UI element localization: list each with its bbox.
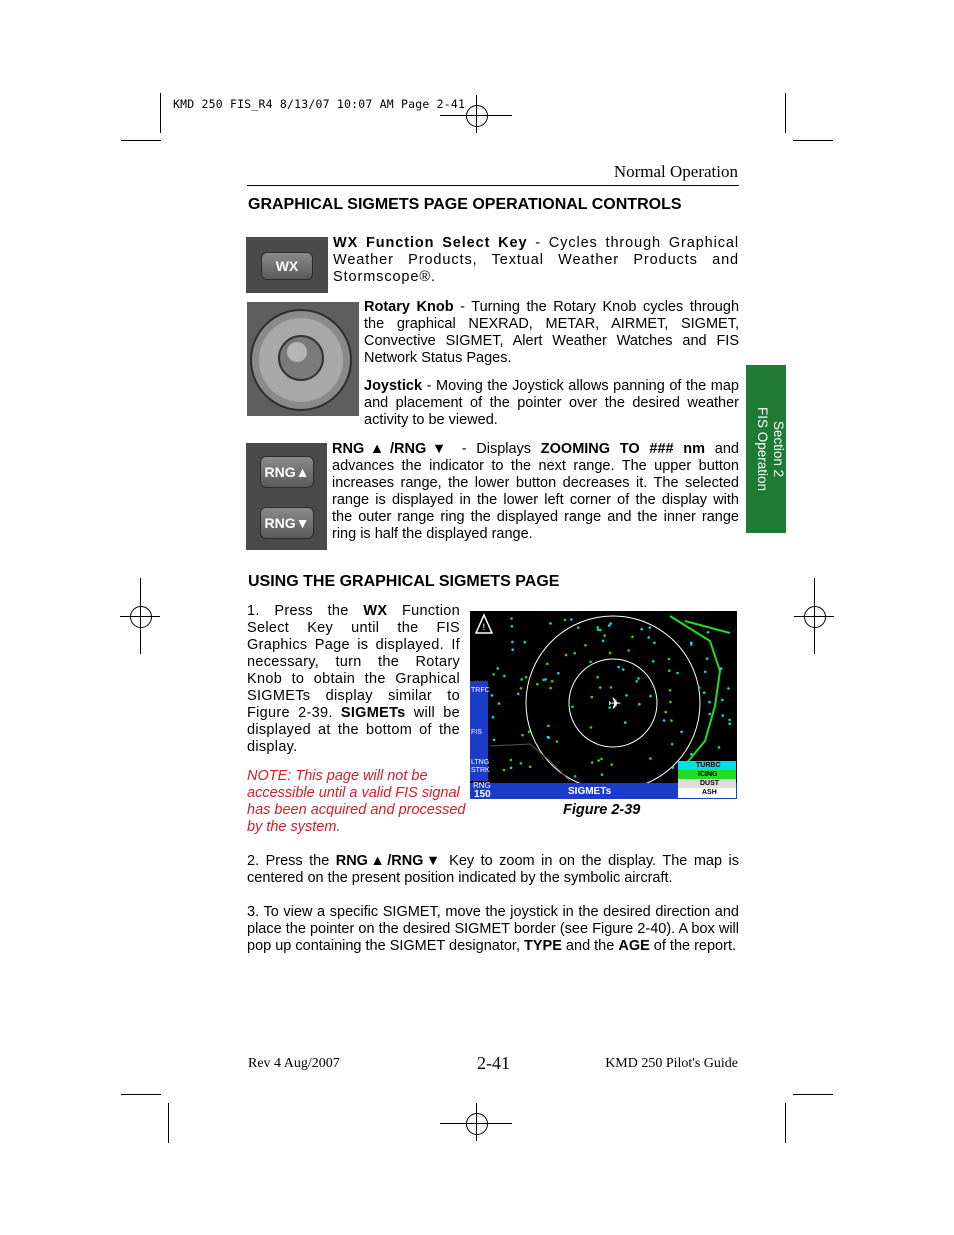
section-title: GRAPHICAL SIGMETS PAGE OPERATIONAL CONTROLS (248, 196, 682, 213)
station-dot (599, 686, 602, 689)
station-dot (510, 617, 513, 620)
station-dot (663, 719, 666, 722)
footer-revision: Rev 4 Aug/2007 (248, 1056, 340, 1071)
station-dot (544, 678, 547, 681)
station-dot (649, 626, 652, 629)
crop-mark (793, 1094, 833, 1095)
station-dot (520, 678, 523, 681)
ltng-strk-label: LTNG STRK (471, 759, 490, 774)
station-dot (493, 739, 496, 742)
wx-key: WX (261, 252, 313, 280)
station-dot (597, 759, 600, 762)
station-dot (653, 642, 656, 645)
station-dot (591, 761, 594, 764)
station-dot (601, 773, 604, 776)
station-dot (647, 636, 650, 639)
station-dot (589, 661, 592, 664)
station-dot (728, 719, 731, 722)
legend-icing: ICING (698, 771, 718, 778)
section-header: Normal Operation (613, 162, 738, 181)
station-dot (521, 734, 524, 737)
station-dot (584, 644, 587, 647)
station-dot (668, 669, 671, 672)
station-dot (511, 625, 514, 628)
rng-up-key: RNG▲ (260, 456, 314, 488)
station-dot (670, 719, 673, 722)
station-dot (596, 676, 599, 679)
station-dot (549, 622, 552, 625)
sigmets-display (470, 611, 737, 799)
registration-mark (804, 606, 826, 628)
station-dot (610, 763, 613, 766)
registration-line (814, 578, 815, 654)
step-2: 2. Press the RNG▲/RNG▼ Key to zoom in on the display. The map is centered on the present position indicated by the symbolic aircraft. (247, 853, 739, 886)
station-dot (525, 676, 528, 679)
page-label: SIGMETs (568, 786, 612, 797)
registration-mark (466, 105, 488, 127)
station-dot (528, 730, 531, 733)
station-dot (676, 672, 679, 675)
crop-mark (785, 1103, 786, 1143)
station-dot (671, 743, 674, 746)
station-dot (664, 711, 667, 714)
station-dot (672, 766, 675, 769)
rng-term2: ZOOMING TO ### nm (540, 441, 706, 457)
station-dot (498, 702, 501, 705)
rng-description (332, 441, 739, 543)
station-dot (690, 643, 693, 646)
joystick-term: Joystick (364, 378, 423, 394)
station-dot (577, 626, 580, 629)
legend-dust: DUST (700, 780, 720, 787)
footer-title: KMD 250 Pilot's Guide (605, 1056, 738, 1071)
station-dot (520, 762, 523, 765)
station-dot (728, 722, 731, 725)
wx-text: - Cycles through Graphical Weather Products, Textual Weather Products and Stormscope®. (333, 235, 739, 285)
station-dot (524, 641, 527, 644)
rng-keys-image (246, 443, 327, 550)
wx-description (333, 235, 739, 286)
rng-term: RNG▲/RNG▼ (332, 441, 452, 457)
warning-icon-mark: ! (482, 623, 486, 633)
station-dot (511, 641, 514, 644)
station-dot (510, 759, 513, 762)
legend-turbc: TURBC (696, 762, 721, 769)
station-dot (536, 683, 539, 686)
figure-caption: Figure 2-39 (563, 802, 641, 818)
station-dot (609, 652, 612, 655)
rotary-description (364, 299, 739, 367)
station-dot (649, 757, 652, 760)
station-dot (718, 746, 721, 749)
station-dot (546, 663, 549, 666)
crop-mark (785, 93, 786, 133)
registration-mark (130, 606, 152, 628)
station-dot (631, 636, 634, 639)
crop-mark (793, 140, 833, 141)
aircraft-icon: ✈ (608, 694, 622, 713)
trfc-label: TRFC (471, 687, 490, 694)
station-dot (570, 618, 573, 621)
station-dot (608, 624, 611, 627)
crop-mark (160, 93, 161, 133)
station-dot (574, 652, 577, 655)
station-dot (590, 726, 593, 729)
knob-icon (247, 302, 359, 416)
joystick-description (364, 378, 739, 429)
station-dot (597, 629, 600, 632)
station-dot (565, 654, 568, 657)
section-tab (746, 365, 786, 533)
range-value: 150 (474, 789, 491, 799)
station-dot (591, 696, 594, 699)
station-dot (641, 628, 644, 631)
station-dot (603, 634, 606, 637)
station-dot (510, 767, 513, 770)
legend-ash: ASH (702, 789, 717, 796)
wx-key-image (246, 237, 328, 293)
joystick-text: - Moving the Joystick allows panning of the map and placement of the pointer over the desired weather activity to be viewed. (364, 378, 739, 428)
station-dot (727, 687, 730, 690)
station-dot (529, 766, 532, 769)
crop-mark (121, 1094, 161, 1095)
station-dot (627, 649, 630, 652)
step-3: 3. To view a specific SIGMET, move the joystick in the desired direction and place the pointer on the desired SIGMET border (see Figure 2-40). A box will pop up containing the SIGMET designator, TYPE and the AGE of the report. (247, 904, 739, 954)
crop-mark (121, 140, 161, 141)
station-dot (708, 701, 711, 704)
station-dot (680, 731, 683, 734)
station-dot (503, 769, 506, 772)
station-dot (635, 680, 638, 683)
station-dot (668, 658, 671, 661)
station-dot (704, 671, 707, 674)
rotary-text: - Turning the Rotary Knob cycles through the graphical NEXRAD, METAR, AIRMET, SIGMET, Convective SIGMET, Alert Weather Watches and FIS Network Status Pages. (364, 299, 740, 366)
station-dot (556, 740, 559, 743)
rng-text1: - Displays (451, 441, 541, 457)
station-dot (503, 675, 506, 678)
station-dot (722, 714, 725, 717)
station-dot (690, 753, 693, 756)
station-dot (617, 666, 620, 669)
station-dot (497, 667, 500, 670)
station-dot (622, 668, 625, 671)
station-dot (625, 694, 628, 697)
station-dot (549, 687, 552, 690)
station-dot (649, 695, 652, 698)
station-dot (652, 660, 655, 663)
rng-text2: and advances the indicator to the next range. The upper button increases range, the lower button decreases it. The selected range is displayed in the lower left corner of the display with the outer range ring the displayed range and the inner range ring is half the displayed range. (332, 441, 739, 542)
registration-line (476, 1103, 477, 1141)
sigmets-map (470, 611, 737, 799)
rotary-knob-image (247, 302, 359, 416)
station-dot (709, 713, 712, 716)
section-tab-line1: Section 2 (771, 420, 786, 478)
registration-line (476, 95, 477, 133)
print-info: KMD 250 FIS_R4 8/13/07 10:07 AM Page 2-41 (173, 97, 466, 111)
section-tab-label (746, 365, 786, 533)
station-dot (551, 680, 554, 683)
station-dot (564, 619, 567, 622)
section-tab-line2: FIS Operation (755, 406, 770, 492)
page-number: 2-41 (477, 1053, 510, 1073)
registration-line (140, 578, 141, 654)
wx-term: WX Function Select Key (333, 235, 528, 251)
station-dot (721, 699, 724, 702)
station-dot (491, 694, 494, 697)
station-dot (720, 667, 723, 670)
station-dot (517, 693, 520, 696)
station-dot (574, 775, 577, 778)
rng-down-key: RNG▼ (260, 507, 314, 539)
station-dot (707, 631, 710, 634)
station-dot (669, 701, 672, 704)
station-dot (571, 706, 574, 709)
section-title-2: USING THE GRAPHICAL SIGMETS PAGE (248, 573, 560, 590)
station-dot (600, 758, 603, 761)
station-dot (547, 736, 550, 739)
station-dot (520, 687, 523, 690)
crop-mark (168, 1103, 169, 1143)
rotary-term: Rotary Knob (364, 299, 454, 315)
station-dot (492, 716, 495, 719)
station-dot (557, 672, 560, 675)
registration-mark (466, 1113, 488, 1135)
range-label: RNG (473, 781, 491, 790)
station-dot (492, 673, 495, 676)
station-dot (698, 687, 701, 690)
station-dot (637, 677, 640, 680)
note: NOTE: This page will not be accessible until a valid FIS signal has been acquired and processed by the system. (247, 768, 466, 835)
station-dot (638, 703, 641, 706)
header-rule (247, 185, 739, 186)
station-dot (703, 691, 706, 694)
station-dot (624, 721, 627, 724)
station-dot (669, 689, 672, 692)
station-dot (602, 640, 605, 643)
station-dot (511, 648, 514, 651)
station-dot (596, 626, 599, 629)
fis-label: FIS (471, 729, 482, 736)
step-1: 1. Press the WX Function Select Key until the FIS Graphics Page is displayed. If necessary, turn the Rotary Knob to obtain the Graphical SIGMETs display similar to Figure 2-39. SIGMETs will be displayed at the bottom of the display. (247, 603, 460, 755)
station-dot (610, 686, 613, 689)
station-dot (547, 725, 550, 728)
station-dot (706, 657, 709, 660)
